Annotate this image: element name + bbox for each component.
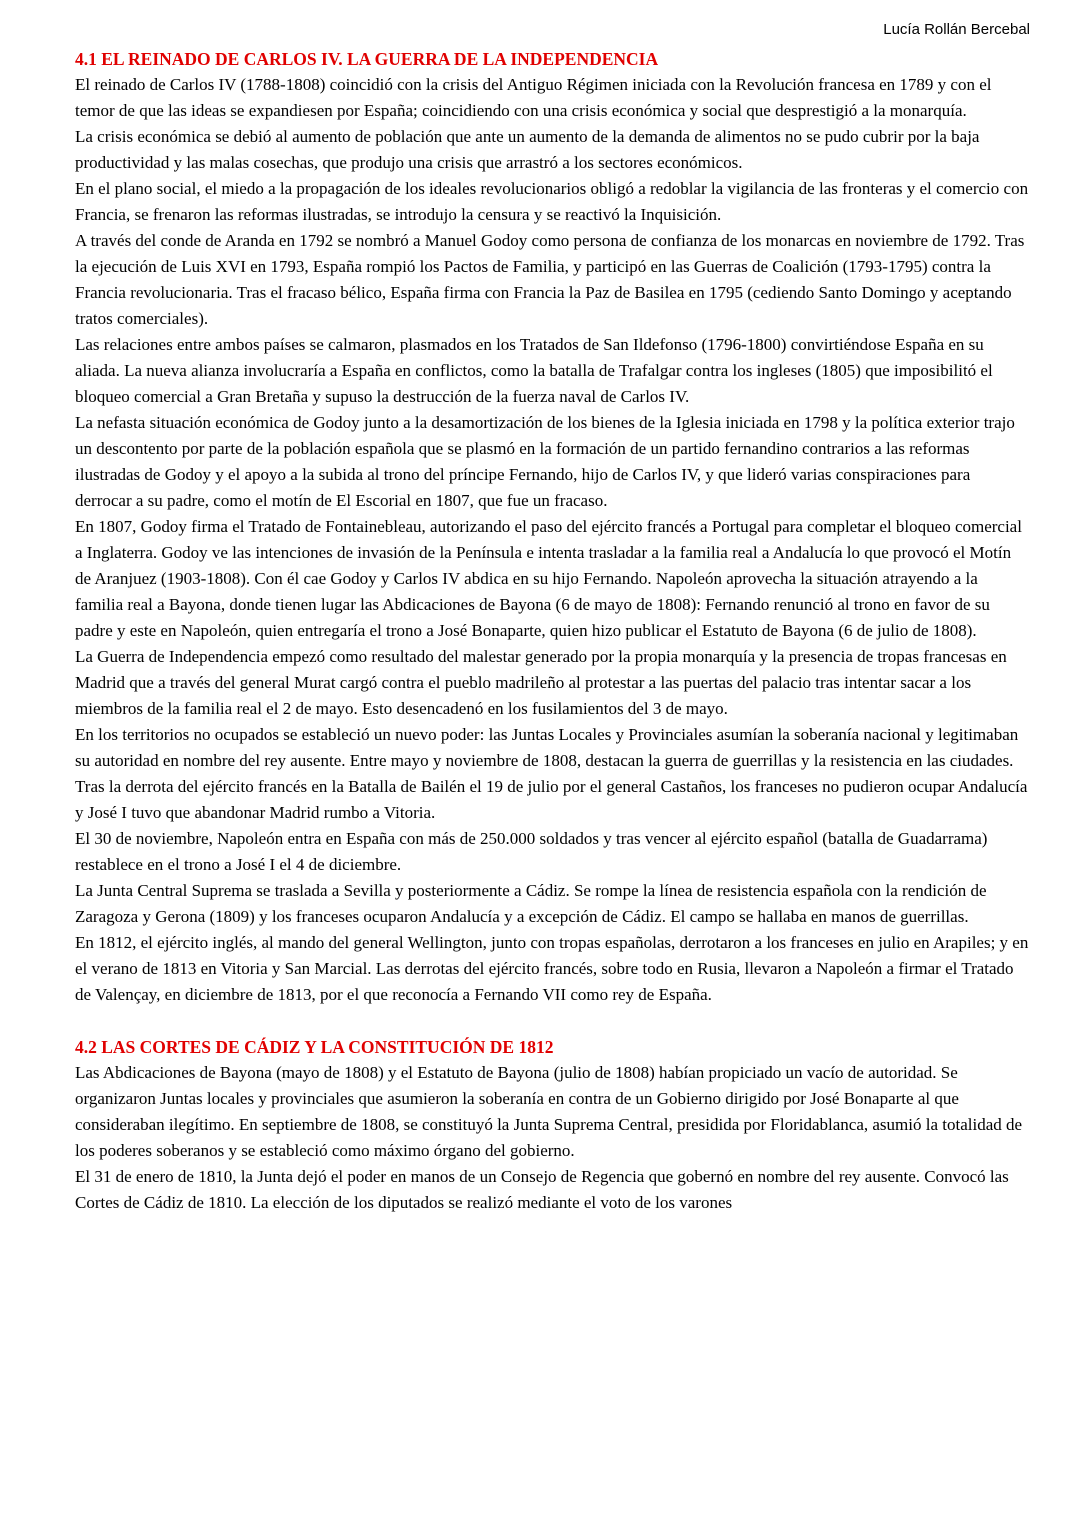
- paragraph: El 30 de noviembre, Napoleón entra en España con más de 250.000 soldados y tras vencer al ejército español (batalla de Guadarrama) restablece en el trono a José I el 4 de diciembre.: [75, 829, 988, 874]
- section: [75, 1034, 1030, 1216]
- section: [75, 46, 1030, 1008]
- paragraph: El 31 de enero de 1810, la Junta dejó el poder en manos de un Consejo de Regencia que gobernó en nombre del rey ausente. Convocó las Cortes de Cádiz de 1810. La elección de los diputados se realizó mediante el voto de los varones: [75, 1167, 1009, 1212]
- paragraph: El reinado de Carlos IV (1788-1808) coincidió con la crisis del Antiguo Régimen iniciada con la Revolución francesa en 1789 y con el temor de que las ideas se expandiesen por España; coincidiendo con una crisis económica y social que desprestigió a la monarquía.: [75, 75, 992, 120]
- paragraph: La Junta Central Suprema se traslada a Sevilla y posteriormente a Cádiz. Se rompe la línea de resistencia española con la rendición de Zaragoza y Gerona (1809) y los franceses ocuparon Andalucía y a excepción de Cádiz. El campo se hallaba en manos de guerrillas.: [75, 881, 987, 926]
- paragraph: La Guerra de Independencia empezó como resultado del malestar generado por la propia monarquía y la presencia de tropas francesas en Madrid que a través del general Murat cargó contra el pueblo madrileño al protestar a las puertas del palacio tras intentar sacar a los miembros de la familia real el 2 de mayo. Esto desencadenó en los fusilamientos del 3 de mayo.: [75, 647, 1007, 718]
- paragraph: En 1807, Godoy firma el Tratado de Fontainebleau, autorizando el paso del ejército francés a Portugal para completar el bloqueo comercial a Inglaterra. Godoy ve las intenciones de invasión de la Península e intenta trasladar a la familia real a Andalucía lo que provocó el Motín de Aranjuez (1903-1808). Con él cae Godoy y Carlos IV abdica en su hijo Fernando. Napoleón aprovecha la situación atrayendo a la familia real a Bayona, donde tienen lugar las Abdicaciones de Bayona (6 de mayo de 1808): Fernando renunció al trono en favor de su padre y este en Napoleón, quien entregaría el trono a José Bonaparte, quien hizo publicar el Estatuto de Bayona (6 de julio de 1808).: [75, 517, 1022, 640]
- paragraph: La nefasta situación económica de Godoy junto a la desamortización de los bienes de la Iglesia iniciada en 1798 y la política exterior trajo un descontento por parte de la población española que se plasmó en la formación de un partido fernandino contrarios a las reformas ilustradas de Godoy y el apoyo a la subida al trono del príncipe Fernando, hijo de Carlos IV, y que lideró varias conspiraciones para derrocar a su padre, como el motín de El Escorial en 1807, que fue un fracaso.: [75, 413, 1015, 510]
- paragraph: En el plano social, el miedo a la propagación de los ideales revolucionarios obligó a redoblar la vigilancia de las fronteras y el comercio con Francia, se frenaron las reformas ilustradas, se introdujo la censura y se reactivó la Inquisición.: [75, 179, 1029, 224]
- paragraph: Las Abdicaciones de Bayona (mayo de 1808) y el Estatuto de Bayona (julio de 1808) habían propiciado un vacío de autoridad. Se organizaron Juntas locales y provinciales que asumieron la soberanía en contra de un Gobierno dirigido por José Bonaparte al que consideraban ilegítimo. En septiembre de 1808, se constituyó la Junta Suprema Central, presidida por Floridablanca, asumió la totalidad de los poderes soberanos y se estableció como máximo órgano del gobierno.: [75, 1063, 1023, 1160]
- paragraph: En los territorios no ocupados se estableció un nuevo poder: las Juntas Locales y Provinciales asumían la soberanía nacional y legitimaban su autoridad en nombre del rey ausente. Entre mayo y noviembre de 1808, destacan la guerra de guerrillas y la resistencia en las ciudades. Tras la derrota del ejército francés en la Batalla de Bailén el 19 de julio por el general Castaños, los franceses no pudieron ocupar Andalucía y José I tuvo que abandonar Madrid rumbo a Vitoria.: [75, 725, 1028, 822]
- author-name: Lucía Rollán Bercebal: [883, 21, 1030, 38]
- paragraph: Las relaciones entre ambos países se calmaron, plasmados en los Tratados de San Ildefonso (1796-1800) convirtiéndose España en su aliada. La nueva alianza involucraría a España en conflictos, como la batalla de Trafalgar contra los ingleses (1805) que imposibilitó el bloqueo comercial a Gran Bretaña y supuso la destrucción de la fuerza naval de Carlos IV.: [75, 335, 993, 406]
- paragraph: En 1812, el ejército inglés, al mando del general Wellington, junto con tropas españolas, derrotaron a los franceses en julio en Arapiles; y en el verano de 1813 en Vitoria y San Marcial. Las derrotas del ejército francés, sobre todo en Rusia, llevaron a Napoleón a firmar el Tratado de Valençay, en diciembre de 1813, por el que reconocía a Fernando VII como rey de España.: [75, 933, 1029, 1004]
- paragraph: A través del conde de Aranda en 1792 se nombró a Manuel Godoy como persona de confianza de los monarcas en noviembre de 1792. Tras la ejecución de Luis XVI en 1793, España rompió los Pactos de Familia, y participó en las Guerras de Coalición (1793-1795) contra la Francia revolucionaria. Tras el fracaso bélico, España firma con Francia la Paz de Basilea en 1795 (cediendo Santo Domingo y aceptando tratos comerciales).: [75, 231, 1025, 328]
- section-heading: 4.1 EL REINADO DE CARLOS IV. LA GUERRA DE LA INDEPENDENCIA: [75, 49, 659, 69]
- section-heading: 4.2 LAS CORTES DE CÁDIZ Y LA CONSTITUCIÓN DE 1812: [75, 1037, 554, 1057]
- paragraph: La crisis económica se debió al aumento de población que ante un aumento de la demanda de alimentos no se pudo cubrir por la baja productividad y las malas cosechas, que produjo una crisis que arrastró a los sectores económicos.: [75, 127, 980, 172]
- document-body: [75, 46, 1030, 1216]
